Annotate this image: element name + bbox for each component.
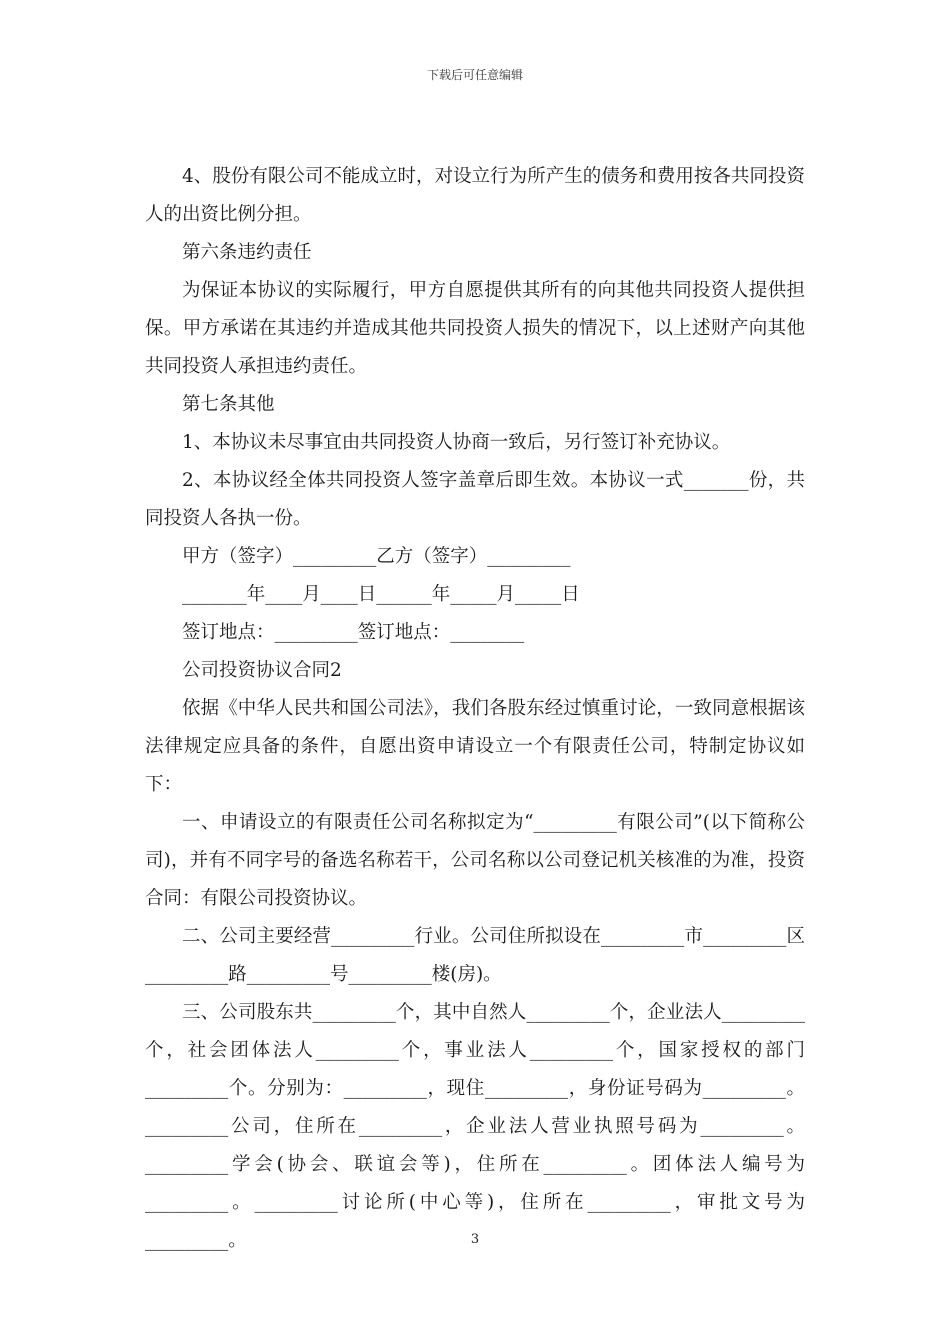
paragraph-preamble: 依据《中华人民共和国公司法》，我们各股东经过慎重讨论，一致同意根据该法律规定应具备的条件，自愿出资申请设立一个有限责任公司，特制定协议如下：: [145, 698, 805, 795]
paragraph-company-name: 一、申请设立的有限责任公司名称拟定为“_________有限公司”(以下简称公司)，并有不同字号的备选名称若干，公司名称以公司登记机关核准的为准，投资合同：有限公司投资协议。: [145, 812, 805, 909]
paragraph-guarantee: 为保证本协议的实际履行，甲方自愿提供其所有的向其他共同投资人提供担保。甲方承诺在其违约并造成其他共同投资人损失的情况下，以上述财产向其他共同投资人承担违约责任。: [145, 280, 805, 377]
date-line: _______年____月____日______年_____月_____日: [182, 584, 580, 605]
heading-article-7: 第七条其他: [182, 394, 275, 415]
signature-line: 甲方（签字）_________乙方（签字）_________: [182, 546, 571, 567]
page-header: 下载后可任意编辑: [426, 68, 523, 82]
paragraph-business-address: 二、公司主要经营_________行业。公司住所拟设在_________市_________区_________路_________号_________楼(房)。: [145, 926, 805, 985]
paragraph-supplement: 1、本协议未尽事宜由共同投资人协商一致后，另行签订补充协议。: [182, 432, 731, 453]
document-body: [145, 158, 805, 1260]
heading-article-6: 第六条违约责任: [182, 242, 312, 263]
page-number: 3: [470, 1232, 480, 1247]
paragraph-clause-4: 4、股份有限公司不能成立时，对设立行为所产生的债务和费用按各共同投资人的出资比例分担。: [145, 166, 805, 225]
heading-contract-2: 公司投资协议合同2: [182, 660, 342, 681]
paragraph-effective: 2、本协议经全体共同投资人签字盖章后即生效。本协议一式_______份，共同投资人各执一份。: [145, 470, 805, 529]
signing-place-line: 签订地点：_________签订地点：________: [182, 622, 525, 643]
paragraph-shareholders: 三、公司股东共_________个，其中自然人_________个，企业法人_________个，社会团体法人_________个，事业法人_________个，国家授权的部门_________个。分别为：_________，现住_________，身份证号码为_________。_________公司，住所在_________，企业法人营业执照号码为_________。_________学会(协会、联谊会等)，住所在_________。团体法人编号为_________。_________讨论所(中心等)，住所在_________，审批文号为_________。: [145, 1002, 805, 1251]
